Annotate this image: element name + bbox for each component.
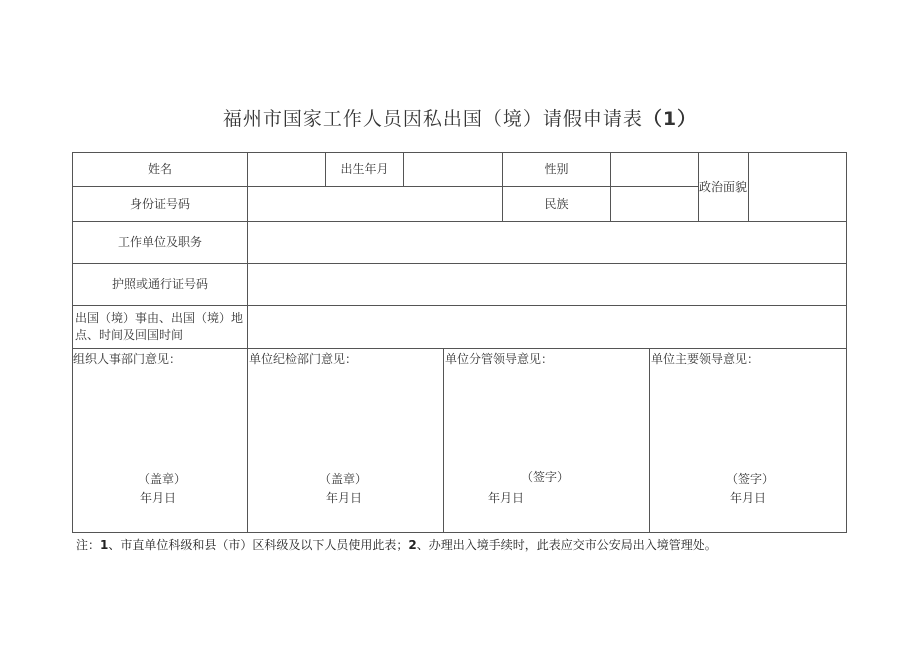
reason-input-cell[interactable] (248, 306, 846, 348)
passport-label: 护照或通行证号码 (111, 277, 208, 291)
passport-input-cell[interactable] (248, 264, 846, 305)
opinion-mark-hr: （盖章） (138, 472, 187, 486)
opinion-heading-hr: 组织人事部门意见： (73, 352, 182, 366)
reason-label: 出国（境）事由、出国（境）地点、时间及回国时间 (75, 311, 244, 342)
column-divider (443, 348, 444, 533)
footnote (76, 536, 717, 553)
political-input-cell[interactable] (749, 153, 846, 221)
form-title-text: 福州市国家工作人员因私出国（境）请假申请表 (222, 108, 643, 130)
footnote-prefix: 注： (76, 538, 101, 552)
ethnicity-input-cell[interactable] (611, 187, 698, 221)
birth-label: 出生年月 (340, 162, 389, 176)
political-label: 政治面貌 (699, 179, 748, 194)
form-title-number: （1） (642, 108, 698, 130)
birth-input-cell[interactable] (404, 153, 502, 186)
footnote-text-1: 、市直单位科级和县（市）区科级及以下人员使用此表； (108, 538, 409, 552)
opinion-mark-principal: （签字） (726, 472, 775, 486)
id-number-input-cell[interactable] (248, 187, 502, 221)
row-divider (72, 348, 847, 349)
ethnicity-label: 民族 (544, 196, 569, 211)
work-unit-input-cell[interactable] (248, 222, 846, 263)
table-border-bottom (72, 532, 847, 533)
opinion-date-hr: 年月日 (140, 491, 177, 505)
gender-label: 性别 (544, 162, 569, 176)
opinion-heading-principal: 单位主要领导意见： (651, 352, 760, 366)
opinion-mark-deputy: （签字） (521, 470, 570, 484)
work-unit-label: 工作单位及职务 (117, 235, 202, 249)
name-input-cell[interactable] (248, 153, 325, 186)
table-border-right (846, 152, 847, 533)
footnote-number-2: 2 (408, 538, 417, 552)
opinion-heading-deputy: 单位分管领导意见： (445, 352, 554, 366)
column-divider (649, 348, 650, 533)
opinion-date-deputy: 年月日 (488, 491, 525, 505)
id-number-label: 身份证号码 (129, 196, 190, 211)
opinion-date-discipline: 年月日 (326, 491, 363, 505)
gender-input-cell[interactable] (611, 153, 698, 186)
opinion-mark-discipline: （盖章） (319, 472, 368, 486)
name-label: 姓名 (147, 162, 172, 176)
opinion-date-principal: 年月日 (730, 491, 767, 505)
form-title (0, 104, 920, 131)
footnote-number-1: 1 (100, 538, 109, 552)
footnote-text-2: 、办理出入境手续时，此表应交市公安局出入境管理处。 (416, 538, 717, 552)
opinion-heading-discipline: 单位纪检部门意见： (249, 352, 358, 366)
